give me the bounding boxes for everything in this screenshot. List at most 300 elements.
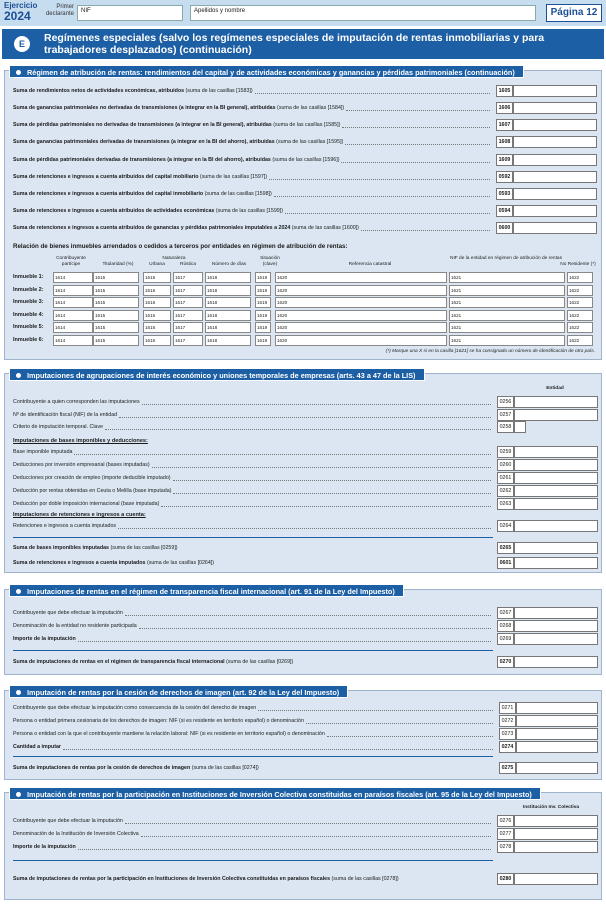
casilla-code: 0601 bbox=[497, 557, 514, 569]
row-label bbox=[13, 607, 123, 619]
row-label-text: Cantidad a imputar bbox=[13, 744, 61, 750]
casilla-input[interactable] bbox=[514, 459, 598, 471]
dot-leader bbox=[125, 823, 491, 824]
inmueble-field[interactable]: 1621 bbox=[449, 322, 565, 333]
footnote: (*) Marque una X si en la casilla [1621] se ha consignado un número de identificación de otro país. bbox=[385, 349, 595, 354]
row-label bbox=[13, 85, 253, 97]
ejercicio-label: Ejercicio bbox=[4, 1, 38, 10]
row-label-text: Deducciones por inversión empresarial (bases imputadas) bbox=[13, 462, 150, 468]
row-label bbox=[13, 762, 259, 774]
dot-leader bbox=[173, 480, 491, 481]
suma-row bbox=[13, 119, 494, 131]
column-header: No Residente (*) bbox=[560, 262, 596, 267]
dot-leader bbox=[342, 127, 490, 128]
dot-leader bbox=[173, 493, 491, 494]
column-header: Situación (clave) bbox=[260, 256, 280, 267]
casilla-code: 1608 bbox=[496, 136, 513, 148]
inmueble-field[interactable]: 1616 bbox=[143, 297, 171, 308]
row-label-text: Contribuyente a quien corresponden las imputaciones bbox=[13, 399, 140, 405]
row-label-text: Contribuyente que debe efectuar la imputación bbox=[13, 610, 123, 616]
inmueble-field[interactable]: 1617 bbox=[173, 322, 203, 333]
inmueble-field[interactable]: 1618 bbox=[205, 285, 251, 296]
casilla-input[interactable] bbox=[514, 557, 598, 569]
inmueble-label: Inmueble 3: bbox=[13, 299, 44, 306]
section-heading: Imputación de rentas por la participación en Instituciones de Inversión Colectiva constituidas en paraísos fiscales (art. 95 de la Ley del Impuesto) bbox=[9, 787, 541, 800]
casilla-code: 1607 bbox=[496, 119, 513, 131]
casilla bbox=[497, 446, 598, 458]
column-header: Titularidad (%) bbox=[102, 262, 134, 267]
casilla bbox=[499, 728, 598, 740]
casilla-input[interactable] bbox=[514, 421, 526, 433]
imputacion-row bbox=[13, 396, 495, 408]
subheading: Imputaciones de bases imponibles y deducciones: bbox=[13, 438, 148, 444]
row-label-note: (suma de las casillas [0274]) bbox=[190, 765, 259, 771]
inmueble-field[interactable]: 1621 bbox=[449, 297, 565, 308]
inmueble-field[interactable]: 1618 bbox=[205, 297, 251, 308]
inmueble-field[interactable]: 1616 bbox=[143, 322, 171, 333]
casilla-input[interactable] bbox=[516, 741, 598, 753]
imputacion-row bbox=[13, 520, 495, 532]
row-label bbox=[13, 222, 359, 234]
casilla-code: 0261 bbox=[497, 472, 514, 484]
casilla bbox=[496, 102, 597, 114]
column-header: NIF de la entidad en régimen de atribución de rentas bbox=[450, 256, 562, 261]
suma-row bbox=[13, 873, 495, 885]
casilla-input[interactable] bbox=[514, 498, 598, 510]
row-label-note: (suma de las casillas [1599]) bbox=[214, 208, 283, 214]
casilla bbox=[499, 702, 598, 714]
row-label-note: (suma de las casillas [1598]) bbox=[203, 191, 272, 197]
row-label-bold: Suma de retenciones e ingresos a cuenta atribuidos del capital mobiliario bbox=[13, 174, 199, 180]
casilla-input[interactable] bbox=[514, 828, 598, 840]
inmueble-field[interactable]: 1614 bbox=[53, 272, 93, 283]
inmueble-field[interactable]: 1618 bbox=[205, 272, 251, 283]
casilla-input[interactable] bbox=[513, 136, 597, 148]
casilla bbox=[497, 815, 598, 827]
row-label-note: (suma de las casillas [1595]) bbox=[274, 139, 344, 145]
row-label-bold: Suma de bases imponibles imputadas bbox=[13, 545, 109, 551]
row-label-text: Nº de identificación fiscal (NIF) de la entidad bbox=[13, 412, 118, 418]
row-label-note: (suma de las casillas [1600]) bbox=[290, 225, 359, 231]
casilla bbox=[497, 498, 598, 510]
row-label-note: (suma de las casillas [0269]) bbox=[224, 659, 294, 665]
casilla-code: 0594 bbox=[496, 205, 513, 217]
casilla-code: 0257 bbox=[497, 409, 514, 421]
row-label bbox=[13, 205, 283, 217]
section-heading: Imputación de rentas por la cesión de derechos de imagen (art. 92 de la Ley del Impuesto) bbox=[9, 685, 348, 698]
casilla-input[interactable] bbox=[514, 446, 598, 458]
imputacion-row bbox=[13, 828, 495, 840]
inmueble-field[interactable]: 1616 bbox=[143, 310, 171, 321]
row-label bbox=[13, 520, 116, 532]
inmueble-field[interactable]: 1619 bbox=[255, 335, 271, 346]
primer-declarante-label: Primer declarante bbox=[45, 4, 74, 17]
casilla-code: 1609 bbox=[496, 154, 513, 166]
casilla-input[interactable] bbox=[513, 154, 597, 166]
row-label-bold: Suma de retenciones e ingresos a cuenta atribuidos de ganancias y pérdidas patrimoniales imputables a 2024 bbox=[13, 225, 291, 231]
dot-leader bbox=[105, 429, 491, 430]
inmueble-field[interactable]: 1616 bbox=[143, 272, 171, 283]
row-label bbox=[13, 620, 137, 632]
row-label bbox=[13, 542, 178, 554]
casilla-input[interactable] bbox=[516, 762, 598, 774]
dot-leader bbox=[141, 836, 491, 837]
inmueble-field[interactable]: 1620 bbox=[275, 272, 447, 283]
inmueble-field[interactable]: 1618 bbox=[205, 322, 251, 333]
casilla-code: 0275 bbox=[499, 762, 516, 774]
inmueble-field[interactable]: 1619 bbox=[255, 297, 271, 308]
inmueble-field[interactable]: 1614 bbox=[53, 335, 93, 346]
casilla bbox=[499, 762, 598, 774]
casilla-input[interactable] bbox=[516, 728, 598, 740]
inmueble-field[interactable]: 1621 bbox=[449, 335, 565, 346]
row-label-text: Persona o entidad primera cesionaria de los derechos de imagen: NIF (si es residente en territorio español) o denominación bbox=[13, 718, 304, 724]
row-label-note: (suma de las casillas [1583]) bbox=[184, 88, 253, 94]
inmueble-field[interactable]: 1622 bbox=[567, 310, 593, 321]
inmueble-field[interactable]: 1614 bbox=[53, 297, 93, 308]
inmueble-field[interactable]: 1620 bbox=[275, 335, 447, 346]
dot-leader bbox=[63, 749, 493, 750]
row-label-text: Contribuyente que debe efectuar la imputación como consecuencia de la cesión del derecho de imagen bbox=[13, 705, 257, 711]
dot-leader bbox=[74, 454, 491, 455]
casilla-input[interactable] bbox=[516, 702, 598, 714]
dot-leader bbox=[306, 723, 493, 724]
inmueble-field[interactable]: 1620 bbox=[275, 310, 447, 321]
row-label-bold: Suma de imputaciones de rentas por la cesión de derechos de imagen bbox=[13, 765, 191, 771]
separator bbox=[13, 650, 493, 651]
inmueble-field[interactable]: 1615 bbox=[93, 272, 139, 283]
inmueble-field[interactable]: 1616 bbox=[143, 285, 171, 296]
dot-leader bbox=[341, 162, 490, 163]
dot-leader bbox=[152, 467, 491, 468]
row-label-note: (suma de las casillas [0259]) bbox=[108, 545, 178, 551]
casilla-input[interactable] bbox=[516, 715, 598, 727]
separator bbox=[13, 756, 493, 757]
casilla bbox=[499, 715, 598, 727]
row-label-bold: Suma de ganancias patrimoniales derivadas de transmisiones (a integrar en la BI del ahorro), atribuidas bbox=[13, 139, 275, 145]
casilla-code: 0260 bbox=[497, 459, 514, 471]
inmueble-field[interactable]: 1621 bbox=[449, 285, 565, 296]
imputacion-row bbox=[13, 841, 495, 853]
inmueble-label: Inmueble 4: bbox=[13, 311, 44, 318]
casilla bbox=[496, 171, 597, 183]
relacion-inmuebles-title: Relación de bienes inmuebles arrendados o cedidos a terceros por entidades en régimen de atribución de rentas: bbox=[13, 243, 348, 250]
imputacion-row bbox=[13, 607, 495, 619]
inmueble-field[interactable]: 1615 bbox=[93, 335, 139, 346]
inmueble-field[interactable]: 1620 bbox=[275, 322, 447, 333]
inmueble-field[interactable]: 1617 bbox=[173, 297, 203, 308]
row-label-bold: Suma de retenciones e ingresos a cuenta imputados bbox=[13, 560, 146, 566]
casilla-input[interactable] bbox=[514, 472, 598, 484]
dot-leader bbox=[255, 93, 490, 94]
row-label-bold: Suma de imputaciones de rentas por la participación en Instituciones de Inversión Colectiva constituidas en paraísos fiscales bbox=[13, 876, 331, 882]
row-label bbox=[13, 446, 72, 458]
inmueble-field[interactable]: 1617 bbox=[173, 272, 203, 283]
casilla-input[interactable] bbox=[514, 633, 598, 645]
casilla bbox=[499, 741, 598, 753]
inmueble-field[interactable]: 1617 bbox=[173, 335, 203, 346]
inmueble-field[interactable]: 1622 bbox=[567, 297, 593, 308]
inmueble-field[interactable]: 1622 bbox=[567, 335, 593, 346]
casilla-code: 0274 bbox=[499, 741, 516, 753]
casilla-input[interactable] bbox=[513, 102, 597, 114]
casilla bbox=[496, 188, 597, 200]
section-heading: Imputaciones de agrupaciones de interés económico y uniones temporales de empresas (arts. 43 a 47 de la LIS) bbox=[9, 368, 425, 381]
inmueble-field[interactable]: 1617 bbox=[173, 285, 203, 296]
casilla-code: 1606 bbox=[496, 102, 513, 114]
inmueble-field[interactable]: 1619 bbox=[255, 272, 271, 283]
inmueble-field[interactable]: 1619 bbox=[255, 310, 271, 321]
casilla-input[interactable] bbox=[513, 222, 597, 234]
casilla-input[interactable] bbox=[514, 815, 598, 827]
row-label bbox=[13, 841, 76, 853]
casilla-input[interactable] bbox=[514, 409, 598, 421]
inmueble-field[interactable]: 1619 bbox=[255, 285, 271, 296]
page-number: Página 12 bbox=[546, 4, 602, 22]
inmueble-field[interactable]: 1622 bbox=[567, 272, 593, 283]
row-label bbox=[13, 119, 340, 131]
section-heading: Régimen de atribución de rentas: rendimientos del capital y de actividades económicas y ganancias y pérdidas patrimoniales (continuación) bbox=[9, 65, 524, 78]
row-label-text: Persona o entidad con la que el contribuyente mantiene la relación laboral: NIF (si es residente en territorio español) o denominación bbox=[13, 731, 325, 737]
inmueble-field[interactable]: 1616 bbox=[143, 335, 171, 346]
casilla-code: 0259 bbox=[497, 446, 514, 458]
suma-row bbox=[13, 154, 494, 166]
row-label-text: Denominación de la entidad no residente participada bbox=[13, 623, 137, 629]
imputacion-row bbox=[13, 409, 495, 421]
row-label bbox=[13, 409, 117, 421]
suma-row bbox=[13, 188, 494, 200]
section-badge: E bbox=[14, 36, 30, 52]
casilla-input[interactable] bbox=[514, 607, 598, 619]
dot-leader bbox=[346, 110, 490, 111]
row-label-bold: Suma de pérdidas patrimoniales no derivadas de transmisiones (a integrar en la BI general), atribuidas bbox=[13, 122, 272, 128]
section-heading: Imputaciones de rentas en el régimen de transparencia fiscal internacional (art. 91 de la Ley del Impuesto) bbox=[9, 584, 404, 597]
inmueble-field[interactable]: 1614 bbox=[53, 285, 93, 296]
row-label bbox=[13, 815, 123, 827]
casilla-code: 0277 bbox=[497, 828, 514, 840]
casilla-code: 0280 bbox=[497, 873, 514, 885]
row-label bbox=[13, 102, 344, 114]
casilla bbox=[497, 841, 598, 853]
entidad-header: Entidad bbox=[546, 386, 564, 391]
row-label bbox=[13, 459, 150, 471]
casilla-input[interactable] bbox=[514, 485, 598, 497]
imputacion-row bbox=[13, 633, 495, 645]
column-header: Rústica bbox=[180, 262, 196, 267]
inmueble-field[interactable]: 1622 bbox=[567, 285, 593, 296]
casilla-code: 0270 bbox=[497, 656, 514, 668]
row-label-text: Importe de la imputación bbox=[13, 844, 76, 850]
section-transparencia-fiscal bbox=[4, 589, 602, 675]
row-label bbox=[13, 472, 171, 484]
row-label-note: (suma de las casillas [0278]) bbox=[330, 876, 399, 882]
casilla bbox=[497, 459, 598, 471]
casilla bbox=[497, 542, 598, 554]
inmueble-field[interactable]: 1620 bbox=[275, 285, 447, 296]
suma-row bbox=[13, 656, 495, 668]
iic-header: Institución Inv. Colectiva bbox=[522, 805, 580, 810]
casilla bbox=[497, 396, 598, 408]
column-header: Naturaleza bbox=[162, 256, 186, 261]
casilla bbox=[497, 828, 598, 840]
column-header: Contribuyente partícipe bbox=[56, 256, 86, 267]
ejercicio-year: 2024 bbox=[4, 9, 31, 23]
casilla bbox=[497, 472, 598, 484]
casilla-code: 0267 bbox=[497, 607, 514, 619]
casilla bbox=[497, 873, 598, 885]
inmueble-field[interactable]: 1620 bbox=[275, 297, 447, 308]
dot-leader bbox=[274, 196, 490, 197]
row-label-text: Importe de la imputación bbox=[13, 636, 76, 642]
dot-leader bbox=[139, 628, 491, 629]
suma-row bbox=[13, 222, 494, 234]
row-label-text: Criterio de imputación temporal. Clave bbox=[13, 424, 104, 430]
inmueble-field[interactable]: 1615 bbox=[93, 297, 139, 308]
row-label-bold: Suma de rendimientos netos de actividades económicas, atribuidos bbox=[13, 88, 185, 94]
row-label bbox=[13, 557, 214, 569]
casilla-code: 0600 bbox=[496, 222, 513, 234]
imputacion-row bbox=[13, 446, 495, 458]
dot-leader bbox=[78, 849, 491, 850]
casilla-input[interactable] bbox=[513, 119, 597, 131]
row-label-text: Base imponible imputada bbox=[13, 449, 73, 455]
nif-field[interactable]: NIF bbox=[77, 5, 183, 21]
inmueble-field[interactable]: 1622 bbox=[567, 322, 593, 333]
casilla-input[interactable] bbox=[514, 841, 598, 853]
dot-leader bbox=[345, 144, 490, 145]
casilla-input[interactable] bbox=[513, 85, 597, 97]
casilla-code: 0272 bbox=[499, 715, 516, 727]
row-label-bold: Suma de imputaciones de rentas en el régimen de transparencia fiscal internacional bbox=[13, 659, 225, 665]
row-label-note: (suma de las casillas [1584]) bbox=[275, 105, 345, 111]
imputacion-row bbox=[13, 715, 497, 727]
inmueble-field[interactable]: 1614 bbox=[53, 310, 93, 321]
imputacion-row bbox=[13, 485, 495, 497]
row-label bbox=[13, 741, 61, 753]
inmueble-field[interactable]: 1618 bbox=[205, 335, 251, 346]
section-title: Regímenes especiales (salvo los regímenes especiales de imputación de rentas inmobiliarias y para trabajadores desplazados) (continuación) bbox=[44, 32, 545, 56]
dot-leader bbox=[78, 641, 491, 642]
suma-row bbox=[13, 136, 494, 148]
inmueble-label: Inmueble 5: bbox=[13, 324, 44, 331]
inmueble-field[interactable]: 1621 bbox=[449, 310, 565, 321]
subheading: Imputaciones de retenciones e ingresos a cuenta: bbox=[13, 512, 146, 518]
casilla-code: 0273 bbox=[499, 728, 516, 740]
inmueble-label: Inmueble 1: bbox=[13, 274, 44, 280]
casilla-code: 0258 bbox=[497, 421, 514, 433]
casilla bbox=[496, 136, 597, 148]
separator bbox=[13, 860, 493, 861]
casilla-code: 0269 bbox=[497, 633, 514, 645]
row-label bbox=[13, 154, 339, 166]
inmueble-field[interactable]: 1617 bbox=[173, 310, 203, 321]
dot-leader bbox=[161, 506, 491, 507]
section-derechos-imagen bbox=[4, 690, 602, 780]
casilla-code: 0265 bbox=[497, 542, 514, 554]
imputacion-row bbox=[13, 702, 497, 714]
nombre-field[interactable]: Apellidos y nombre bbox=[190, 5, 536, 21]
casilla-input[interactable] bbox=[513, 171, 597, 183]
casilla bbox=[496, 154, 597, 166]
casilla-code: 0264 bbox=[497, 520, 514, 532]
casilla-code: 0593 bbox=[496, 188, 513, 200]
casilla-code: 0592 bbox=[496, 171, 513, 183]
casilla-input[interactable] bbox=[514, 873, 598, 885]
suma-row bbox=[13, 85, 494, 97]
section-atribucion-rentas bbox=[4, 70, 602, 360]
casilla-code: 0276 bbox=[497, 815, 514, 827]
imputacion-row bbox=[13, 421, 495, 433]
row-label-bold: Suma de ganancias patrimoniales no derivadas de transmisiones (a integrar en la BI general), atribuidas bbox=[13, 105, 276, 111]
casilla-input[interactable] bbox=[514, 520, 598, 532]
row-label-bold: Suma de retenciones e ingresos a cuenta atribuidos de actividades económicas bbox=[13, 208, 215, 214]
dot-leader bbox=[327, 736, 493, 737]
casilla bbox=[497, 485, 598, 497]
imputacion-row bbox=[13, 815, 495, 827]
casilla-input[interactable] bbox=[514, 396, 598, 408]
casilla-code: 1605 bbox=[496, 85, 513, 97]
row-label bbox=[13, 728, 325, 740]
casilla-input[interactable] bbox=[514, 620, 598, 632]
dot-leader bbox=[118, 528, 491, 529]
suma-row bbox=[13, 171, 494, 183]
dot-leader bbox=[125, 615, 491, 616]
row-label-note: (suma de las casillas [0264]) bbox=[145, 560, 215, 566]
row-label-text: Deducción por doble imposición internacional (base imputada) bbox=[13, 501, 160, 507]
casilla-code: 0262 bbox=[497, 485, 514, 497]
section-aie-ute bbox=[4, 373, 602, 573]
casilla-code: 0271 bbox=[499, 702, 516, 714]
inmueble-field[interactable]: 1615 bbox=[93, 310, 139, 321]
casilla bbox=[497, 656, 598, 668]
row-label bbox=[13, 421, 103, 433]
row-label bbox=[13, 633, 76, 645]
casilla bbox=[497, 557, 598, 569]
casilla bbox=[497, 409, 598, 421]
row-label-text: Deducción por rentas obtenidas en Ceuta o Melilla (base imputada) bbox=[13, 488, 172, 494]
row-label bbox=[13, 702, 256, 714]
casilla-input[interactable] bbox=[514, 542, 598, 554]
imputacion-row bbox=[13, 728, 497, 740]
inmueble-field[interactable]: 1615 bbox=[93, 322, 139, 333]
row-label-text: Retenciones e ingresos a cuenta imputados bbox=[13, 523, 117, 529]
casilla-input[interactable] bbox=[514, 656, 598, 668]
casilla bbox=[496, 85, 597, 97]
row-label bbox=[13, 396, 140, 408]
imputacion-row bbox=[13, 459, 495, 471]
row-label bbox=[13, 485, 171, 497]
inmueble-field[interactable]: 1614 bbox=[53, 322, 93, 333]
inmueble-field[interactable]: 1621 bbox=[449, 272, 565, 283]
suma-row bbox=[13, 762, 497, 774]
casilla-input[interactable] bbox=[513, 205, 597, 217]
inmueble-field[interactable]: 1618 bbox=[205, 310, 251, 321]
section-iic-paraisos bbox=[4, 792, 602, 900]
ejercicio bbox=[4, 1, 37, 23]
inmueble-field[interactable]: 1615 bbox=[93, 285, 139, 296]
imputacion-row bbox=[13, 620, 495, 632]
casilla-input[interactable] bbox=[513, 188, 597, 200]
row-label-bold: Suma de pérdidas patrimoniales derivadas de transmisiones (a integrar en la BI del ahorro), atribuidas bbox=[13, 157, 271, 163]
dot-leader bbox=[258, 710, 493, 711]
dot-leader bbox=[119, 417, 491, 418]
imputacion-row bbox=[13, 741, 497, 753]
imputacion-row bbox=[13, 472, 495, 484]
inmueble-label: Inmueble 2: bbox=[13, 286, 44, 293]
casilla-code: 0263 bbox=[497, 498, 514, 510]
casilla-code: 0268 bbox=[497, 620, 514, 632]
inmueble-field[interactable]: 1619 bbox=[255, 322, 271, 333]
